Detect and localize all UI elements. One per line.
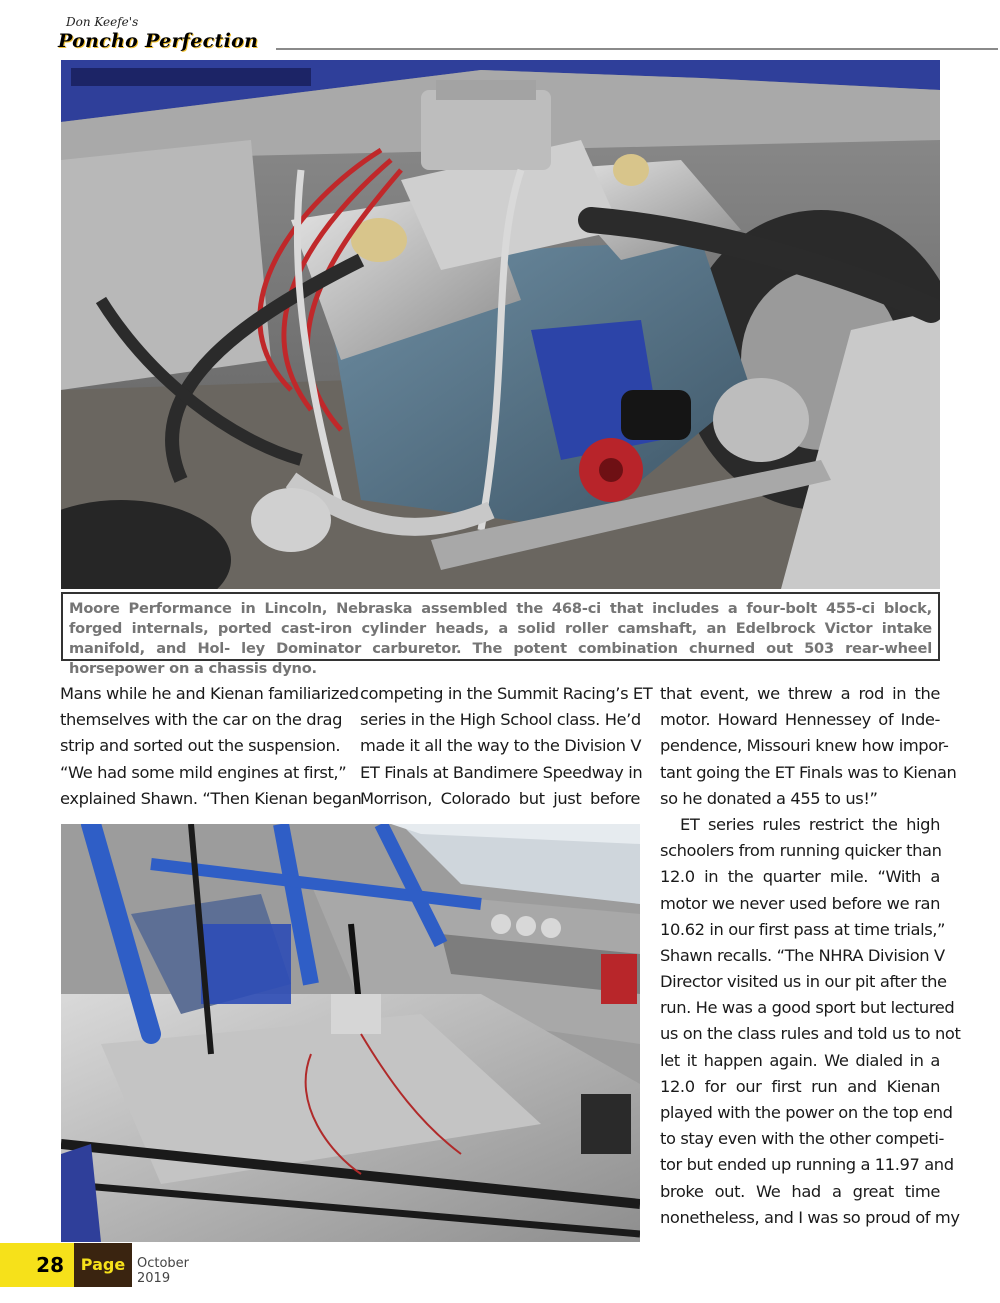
text-line: series in the High School class. He’d bbox=[360, 710, 641, 730]
article-column-1 bbox=[60, 681, 362, 812]
engine-bay-photo bbox=[61, 60, 940, 589]
photo-caption bbox=[61, 592, 940, 677]
article-column-3 bbox=[660, 681, 961, 1231]
text-line: Director visited us in our pit after the bbox=[660, 972, 947, 992]
text-line: broke out. We had a great time bbox=[660, 1181, 940, 1201]
page-label: Page bbox=[74, 1243, 132, 1287]
issue-month: October bbox=[137, 1256, 190, 1271]
caption-line: Moore Performance in Lincoln, Nebraska assembled the 468-ci that includes a four-bolt 455-ci block, forged bbox=[69, 600, 932, 637]
issue-date bbox=[137, 1256, 189, 1286]
text-line: played with the power on the top end bbox=[660, 1103, 953, 1122]
text-line: tant going the ET Finals was to Kienan bbox=[660, 762, 957, 782]
text-line: nonetheless, and I was so proud of my bbox=[660, 1207, 960, 1227]
page-header bbox=[0, 0, 1000, 58]
text-line: explained Shawn. “Then Kienan began bbox=[60, 788, 362, 808]
text-line: 12.0 in the quarter mile. “With a bbox=[660, 867, 940, 887]
text-line: to stay even with the other competi- bbox=[660, 1129, 945, 1149]
masthead-byline: Don Keefe's bbox=[66, 15, 139, 29]
text-line: Shawn recalls. “The NHRA Division V bbox=[660, 945, 945, 965]
page-number: 28 bbox=[0, 1243, 74, 1287]
text-line: tor but ended up running a 11.97 and bbox=[660, 1155, 954, 1175]
text-line: Morrison, Colorado but just before bbox=[360, 788, 640, 808]
text-line: that event, we threw a rod in the bbox=[660, 684, 940, 703]
masthead-title: Poncho Perfection bbox=[58, 30, 259, 52]
text-line: ET Finals at Bandimere Speedway in bbox=[360, 762, 643, 782]
text-line: ET series rules restrict the high bbox=[680, 814, 940, 834]
text-line: us on the class rules and told us to not bbox=[660, 1024, 961, 1044]
text-line: 10.62 in our first pass at time trials,” bbox=[660, 919, 946, 939]
text-line: themselves with the car on the drag bbox=[60, 710, 343, 730]
text-line: run. He was a good sport but lectured bbox=[660, 998, 955, 1018]
caption-line: ley Dominator carburetor. The potent combination churned out 503 rear-wheel horsepower on a chassis dyno. bbox=[69, 640, 933, 677]
header-rule bbox=[276, 48, 998, 50]
text-line: 12.0 for our first run and Kienan bbox=[660, 1076, 940, 1096]
text-line: made it all the way to the Division V bbox=[360, 736, 642, 756]
issue-year: 2019 bbox=[137, 1271, 171, 1286]
text-line: competing in the Summit Racing’s ET bbox=[360, 684, 653, 703]
text-line: motor we never used before we ran bbox=[660, 893, 940, 913]
text-line: Mans while he and Kienan familiarized bbox=[60, 684, 359, 703]
text-line: let it happen again. We dialed in a bbox=[660, 1050, 940, 1070]
text-line: pendence, Missouri knew how impor- bbox=[660, 736, 949, 756]
text-line: “We had some mild engines at first,” bbox=[60, 762, 347, 782]
caption-line: internals, ported cast-iron cylinder heads, a solid roller camshaft, an Edelbrock Victor intake manifold, and Hol- bbox=[69, 620, 932, 657]
article-column-2 bbox=[360, 681, 653, 812]
text-line: schoolers from running quicker than bbox=[660, 841, 942, 861]
text-line: motor. Howard Hennessey of Inde- bbox=[660, 710, 940, 730]
text-line: so he donated a 455 to us!” bbox=[660, 788, 878, 808]
car-interior-photo bbox=[61, 824, 640, 1242]
text-line: strip and sorted out the suspension. bbox=[60, 736, 341, 756]
